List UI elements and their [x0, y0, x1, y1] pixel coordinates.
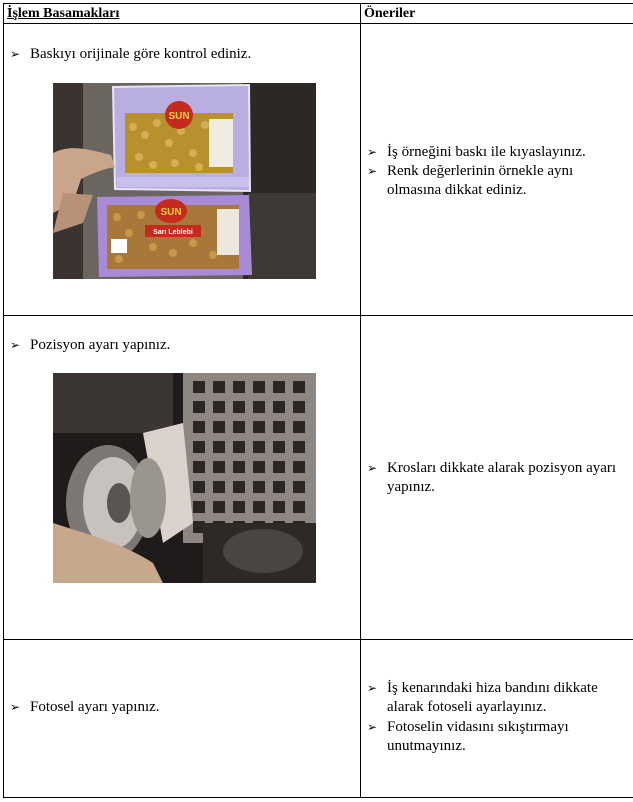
tips-cell-1 — [361, 24, 633, 316]
bullet-arrow-icon: ➢ — [367, 720, 378, 734]
svg-text:Sarı Leblebi: Sarı Leblebi — [153, 229, 193, 236]
bullet-arrow-icon: ➢ — [367, 681, 378, 695]
bullet-arrow-icon: ➢ — [367, 145, 378, 159]
tips-cell-2 — [361, 316, 633, 640]
label-photo-svg — [53, 83, 316, 279]
step-cell-3 — [4, 640, 361, 798]
machine-photo-svg — [53, 373, 316, 583]
step-item-3: ➢ Fotosel ayarı yapınız. — [10, 699, 160, 715]
tip-item-2-1: ➢ Krosları dikkate alarak pozisyon ayarı yapınız. — [367, 460, 617, 495]
step-item-1: ➢ Baskıyı orijinale göre kontrol ediniz. — [10, 46, 252, 62]
tips-cell-3 — [361, 640, 633, 798]
bullet-arrow-icon: ➢ — [10, 47, 21, 61]
svg-text:SUN: SUN — [160, 207, 182, 218]
step-cell-2 — [4, 316, 361, 640]
machine-adjustment-photo — [53, 373, 316, 583]
bullet-arrow-icon: ➢ — [367, 164, 378, 178]
bullet-arrow-icon: ➢ — [10, 700, 21, 714]
tip-item-1-2: ➢ Renk değerlerinin örnekle aynı olmasına dikkat ediniz. — [367, 163, 574, 198]
bullet-arrow-icon: ➢ — [367, 461, 378, 475]
procedure-table — [3, 3, 633, 798]
printed-label-photo — [53, 83, 316, 279]
header-tips: Öneriler — [361, 4, 633, 24]
header-steps: İşlem Basamakları — [4, 4, 361, 24]
svg-text:SUN: SUN — [168, 111, 190, 122]
tip-item-3-2: ➢ Fotoselin vidasını sıkıştırmayı unutmayınız. — [367, 719, 569, 754]
tip-item-1-1: ➢ İş örneğini baskı ile kıyaslayınız. — [367, 144, 586, 160]
step-cell-1 — [4, 24, 361, 316]
tip-item-3-1: ➢ İş kenarındaki hiza bandını dikkate alarak fotoseli ayarlayınız. — [367, 680, 598, 715]
bullet-arrow-icon: ➢ — [10, 338, 21, 352]
step-item-2: ➢ Pozisyon ayarı yapınız. — [10, 337, 171, 353]
